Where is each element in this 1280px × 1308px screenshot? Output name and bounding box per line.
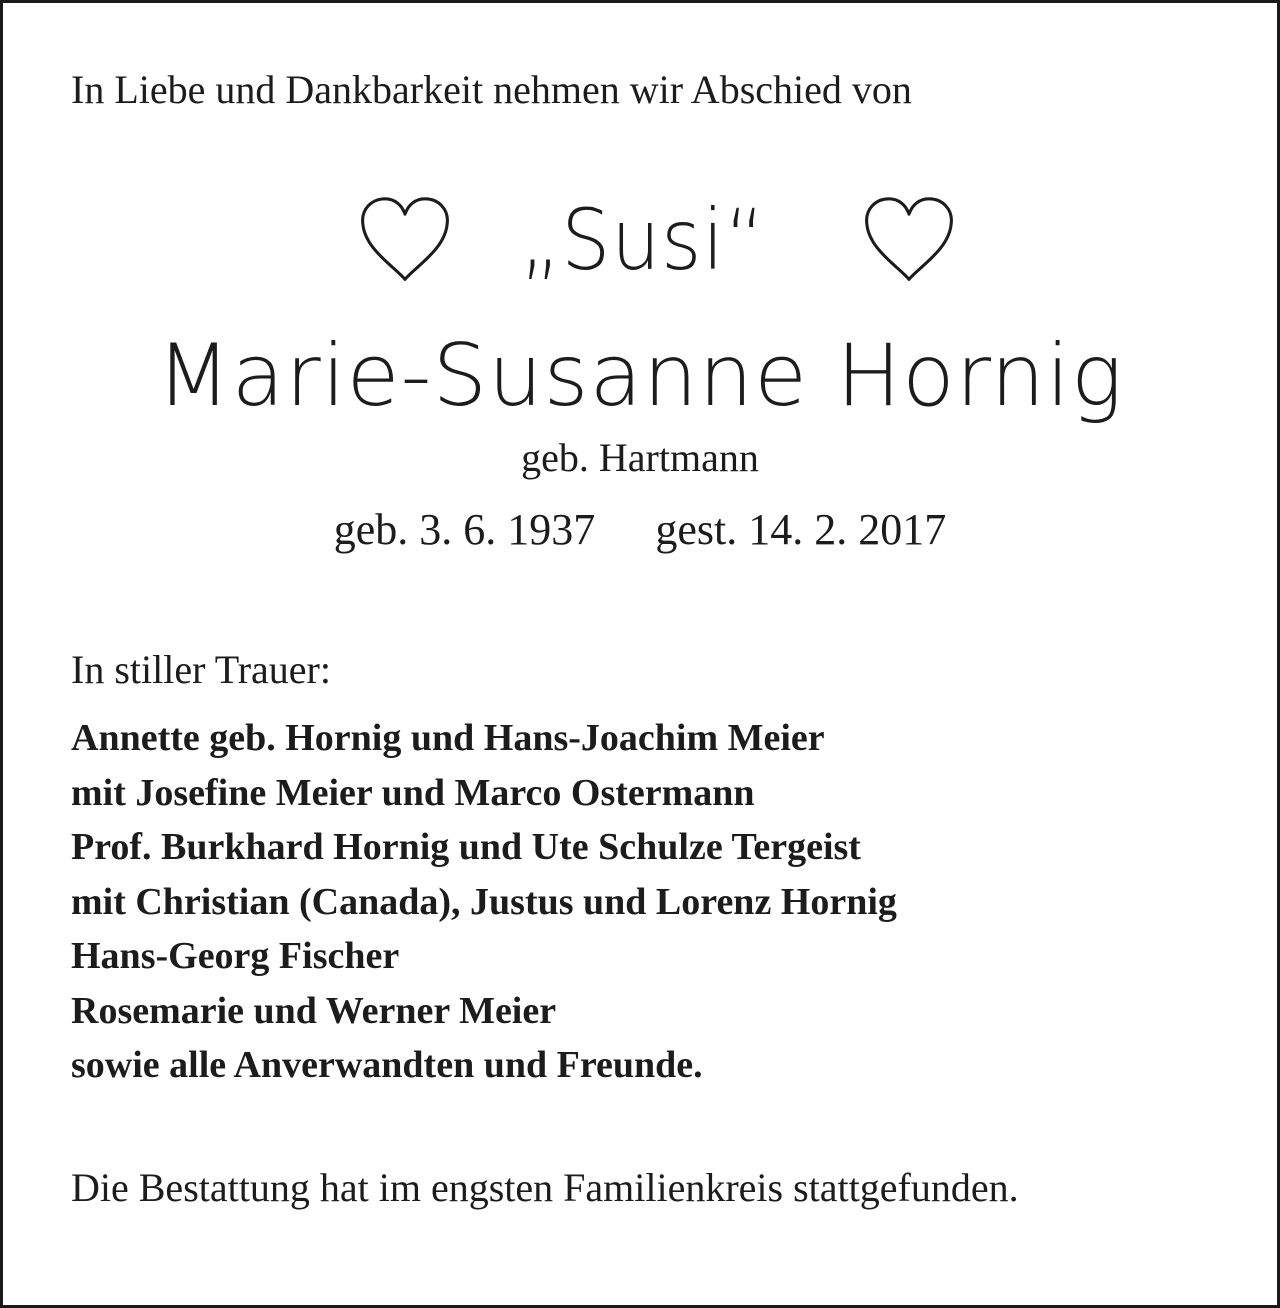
mourner-line: mit Josefine Meier und Marco Ostermann (71, 771, 755, 814)
mourner-line: Prof. Burkhard Hornig und Ute Schulze Tergeist (71, 826, 861, 868)
mourners-list (71, 711, 897, 1093)
nickname-row (3, 185, 1277, 305)
deceased-full-name: Marie-Susanne Hornig (156, 326, 1124, 426)
life-dates (3, 503, 1277, 557)
mourner-line: sowie alle Anverwandten und Freunde. (71, 1044, 703, 1086)
mourner-line: Annette geb. Hornig und Hans-Joachim Meier (71, 717, 825, 759)
birth-date: geb. 3. 6. 1937 (333, 505, 596, 554)
death-date: gest. 14. 2. 2017 (655, 505, 947, 554)
funeral-note: Die Bestattung hat im engsten Familienkreis stattgefunden. (71, 1165, 1019, 1210)
mourning-label: In stiller Trauer: (71, 647, 331, 692)
mourner-line: Hans-Georg Fischer (71, 935, 400, 977)
intro-text: In Liebe und Dankbarkeit nehmen wir Abschied von (71, 67, 912, 112)
nickname: „Susi“ (520, 191, 766, 289)
maiden-name: geb. Hartmann (521, 435, 759, 480)
mourner-line: mit Christian (Canada), Justus und Lorenz Hornig (71, 880, 897, 923)
heart-icon (357, 195, 453, 287)
heart-icon (861, 195, 957, 287)
mourner-line: Rosemarie und Werner Meier (71, 989, 557, 1032)
